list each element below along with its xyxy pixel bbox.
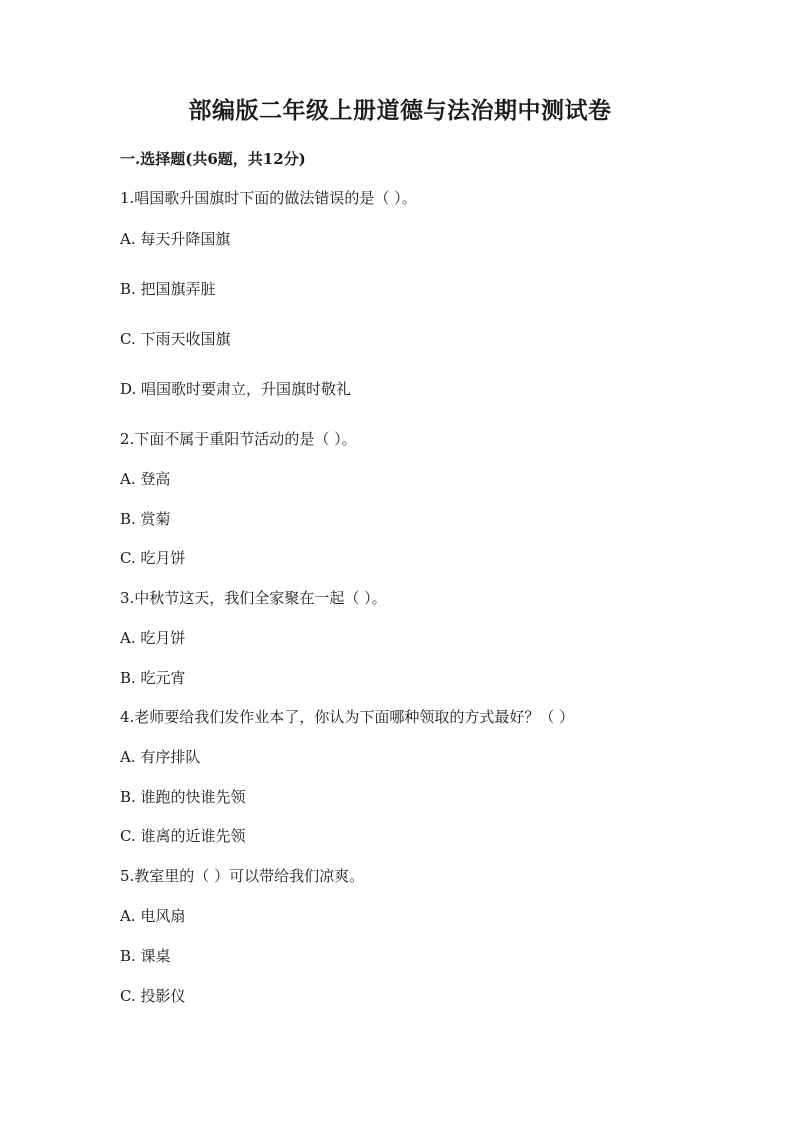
question-option: A. 电风扇 (120, 907, 186, 925)
question-option: A. 每天升降国旗 (120, 230, 231, 248)
question-stem: 2.下面不属于重阳节活动的是（ ）。 (120, 430, 357, 448)
question-stem: 5.教室里的（ ）可以带给我们凉爽。 (120, 867, 365, 885)
question-stem: 1.唱国歌升国旗时下面的做法错误的是（ ）。 (120, 189, 417, 207)
question-option: A. 有序排队 (120, 748, 201, 766)
question-option: A. 登高 (120, 470, 171, 488)
question-option: C. 谁离的近谁先领 (120, 827, 246, 845)
question-option: A. 吃月饼 (120, 629, 186, 647)
question-option: C. 投影仪 (120, 987, 186, 1005)
question-option: B. 把国旗弄脏 (120, 280, 216, 298)
question-option: B. 吃元宵 (120, 669, 186, 687)
question-stem: 3.中秋节这天，我们全家聚在一起（ ）。 (120, 589, 387, 607)
section-heading: 一.选择题(共6题，共12分) (120, 150, 306, 168)
question-stem: 4.老师要给我们发作业本了，你认为下面哪种领取的方式最好？（ ） (120, 708, 575, 726)
question-option: B. 谁跑的快谁先领 (120, 788, 246, 806)
question-option: B. 课桌 (120, 947, 171, 965)
question-option: C. 下雨天收国旗 (120, 330, 231, 348)
question-option: D. 唱国歌时要肃立，升国旗时敬礼 (120, 380, 352, 398)
page-title: 部编版二年级上册道德与法治期中测试卷 (188, 97, 612, 124)
question-option: C. 吃月饼 (120, 549, 186, 567)
question-option: B. 赏菊 (120, 510, 171, 528)
